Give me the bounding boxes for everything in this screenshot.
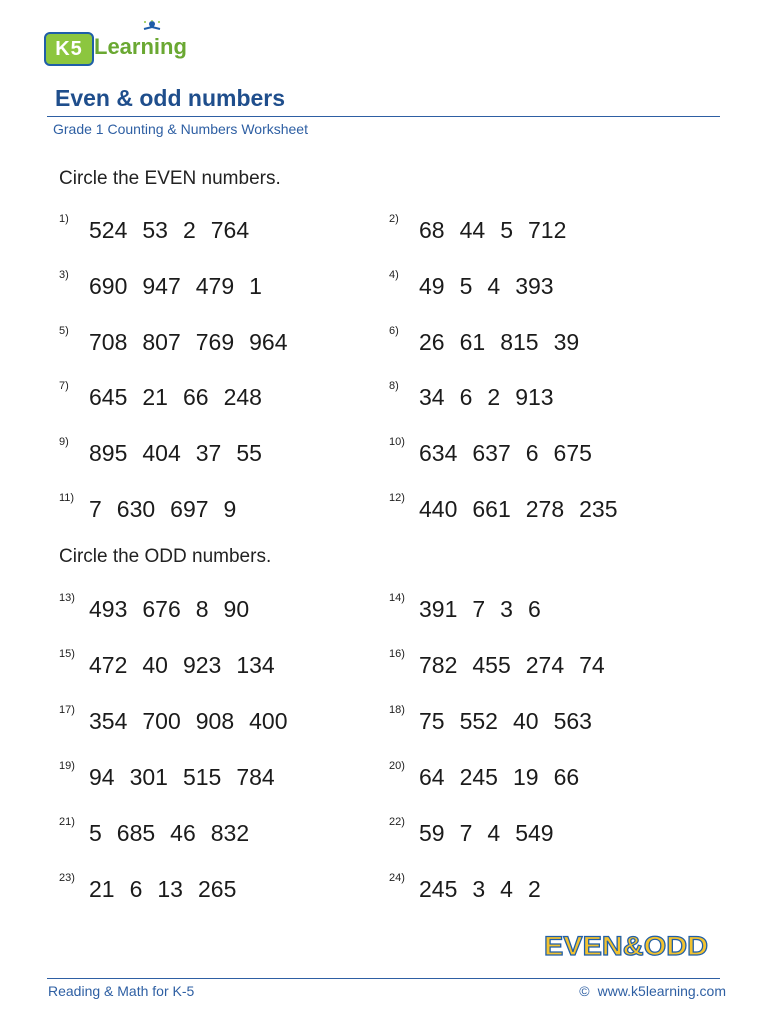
number-option[interactable]: 832 <box>210 820 250 846</box>
number-group <box>89 596 264 623</box>
problem-number: 17) <box>59 704 75 716</box>
number-option[interactable]: 2 <box>487 384 501 410</box>
number-option[interactable]: 661 <box>472 496 511 522</box>
problem-number: 16) <box>389 648 405 660</box>
number-option[interactable]: 391 <box>419 596 458 622</box>
number-option[interactable]: 708 <box>89 329 128 355</box>
even-odd-logo-text: EVEN&ODD <box>544 931 708 960</box>
number-option[interactable]: 712 <box>527 217 567 243</box>
number-option[interactable]: 66 <box>553 764 580 790</box>
number-group <box>89 652 290 679</box>
number-group <box>419 876 556 903</box>
section-instruction-even: Circle the EVEN numbers. <box>59 168 281 189</box>
number-group <box>419 273 569 300</box>
problem-number: 4) <box>389 269 399 281</box>
footer-url[interactable]: www.k5learning.com <box>597 983 726 999</box>
number-group <box>419 440 607 467</box>
number-option[interactable]: 690 <box>89 273 128 299</box>
number-group <box>419 708 607 735</box>
number-option[interactable]: 764 <box>210 217 250 243</box>
problem-number: 11) <box>59 492 75 504</box>
number-option[interactable]: 248 <box>223 384 262 410</box>
number-option[interactable]: 9 <box>223 496 237 522</box>
page-subtitle: Grade 1 Counting & Numbers Worksheet <box>53 121 308 137</box>
number-option[interactable]: 6 <box>527 596 541 622</box>
number-option[interactable]: 634 <box>419 440 458 466</box>
number-option[interactable]: 697 <box>170 496 209 522</box>
number-option[interactable]: 645 <box>89 384 128 410</box>
number-option[interactable]: 769 <box>195 329 235 355</box>
number-option[interactable]: 3 <box>500 596 513 622</box>
number-group <box>419 652 620 679</box>
number-option[interactable]: 26 <box>419 329 445 355</box>
number-option[interactable]: 4 <box>487 273 501 299</box>
header-divider <box>47 116 720 117</box>
number-option[interactable]: 515 <box>182 764 222 790</box>
problem-number: 7) <box>59 380 69 392</box>
number-option[interactable]: 4 <box>500 876 513 902</box>
problem-number: 24) <box>389 872 405 884</box>
number-option[interactable]: 807 <box>142 329 181 355</box>
logo-badge: K5 <box>44 32 94 66</box>
problem-number: 23) <box>59 872 75 884</box>
number-option[interactable]: 3 <box>472 876 486 902</box>
number-option[interactable]: 235 <box>579 496 618 522</box>
problem-number: 9) <box>59 436 69 448</box>
number-group <box>419 217 581 244</box>
number-group <box>419 764 594 791</box>
number-option[interactable]: 40 <box>142 652 168 678</box>
number-option[interactable]: 66 <box>182 384 209 410</box>
number-option[interactable]: 908 <box>195 708 235 734</box>
number-option[interactable]: 59 <box>419 820 445 846</box>
number-option[interactable]: 404 <box>142 440 181 466</box>
number-option[interactable]: 354 <box>89 708 128 734</box>
number-group <box>419 384 569 411</box>
number-option[interactable]: 6 <box>459 384 473 410</box>
number-option[interactable]: 675 <box>553 440 592 466</box>
number-group <box>89 496 251 523</box>
problem-number: 8) <box>389 380 399 392</box>
number-group <box>89 764 290 791</box>
number-group <box>89 708 303 735</box>
number-option[interactable]: 552 <box>459 708 498 734</box>
number-option[interactable]: 13 <box>157 876 183 902</box>
number-option[interactable]: 1 <box>249 273 262 299</box>
number-option[interactable]: 90 <box>223 596 250 622</box>
number-option[interactable]: 49 <box>419 273 445 299</box>
number-option[interactable]: 815 <box>500 329 539 355</box>
problem-number: 10) <box>389 436 405 448</box>
number-option[interactable]: 245 <box>419 876 458 902</box>
number-option[interactable]: 40 <box>512 708 539 734</box>
number-option[interactable]: 676 <box>142 596 181 622</box>
number-option[interactable]: 6 <box>525 440 539 466</box>
problem-number: 3) <box>59 269 69 281</box>
number-option[interactable]: 455 <box>472 652 511 678</box>
number-option[interactable]: 21 <box>142 384 168 410</box>
number-option[interactable]: 39 <box>553 329 580 355</box>
number-option[interactable]: 400 <box>249 708 288 734</box>
problem-number: 15) <box>59 648 75 660</box>
number-group <box>419 496 633 523</box>
section-instruction-odd: Circle the ODD numbers. <box>59 546 272 567</box>
number-option[interactable]: 637 <box>472 440 511 466</box>
number-option[interactable]: 6 <box>129 876 143 902</box>
problem-number: 20) <box>389 760 405 772</box>
number-option[interactable]: 7 <box>89 496 102 522</box>
number-option[interactable]: 782 <box>419 652 458 678</box>
problem-number: 18) <box>389 704 405 716</box>
problem-number: 12) <box>389 492 405 504</box>
problem-number: 2) <box>389 213 399 225</box>
number-option[interactable]: 74 <box>579 652 605 678</box>
logo-person-icon <box>141 20 163 36</box>
number-option[interactable]: 75 <box>419 708 445 734</box>
number-group <box>89 329 303 356</box>
logo-word: Learning <box>94 34 187 59</box>
page-title: Even & odd numbers <box>55 85 286 111</box>
footer-divider <box>47 978 720 979</box>
number-option[interactable]: 630 <box>116 496 156 522</box>
number-option[interactable]: 94 <box>89 764 115 790</box>
number-option[interactable]: 46 <box>170 820 196 846</box>
problem-number: 13) <box>59 592 75 604</box>
number-option[interactable]: 440 <box>419 496 458 522</box>
even-odd-logo <box>544 930 710 960</box>
number-group <box>89 384 277 411</box>
number-option[interactable]: 8 <box>195 596 209 622</box>
problem-number: 19) <box>59 760 75 772</box>
number-option[interactable]: 2 <box>527 876 541 902</box>
number-option[interactable]: 134 <box>236 652 275 678</box>
number-group <box>419 820 569 847</box>
number-option[interactable]: 524 <box>89 217 128 243</box>
number-option[interactable]: 472 <box>89 652 128 678</box>
number-group <box>89 440 277 467</box>
number-option[interactable]: 479 <box>195 273 235 299</box>
number-option[interactable]: 5 <box>500 217 513 243</box>
number-option[interactable]: 549 <box>515 820 554 846</box>
number-option[interactable]: 21 <box>89 876 115 902</box>
number-option[interactable]: 784 <box>236 764 275 790</box>
number-option[interactable]: 68 <box>419 217 445 243</box>
number-option[interactable]: 700 <box>142 708 181 734</box>
number-option[interactable]: 5 <box>89 820 102 846</box>
number-option[interactable]: 2 <box>182 217 196 243</box>
number-option[interactable]: 7 <box>459 820 473 846</box>
number-option[interactable]: 19 <box>512 764 539 790</box>
number-option[interactable]: 265 <box>197 876 237 902</box>
number-option[interactable]: 301 <box>129 764 168 790</box>
number-group <box>89 273 277 300</box>
number-option[interactable]: 245 <box>459 764 498 790</box>
number-group <box>419 596 556 623</box>
number-option[interactable]: 964 <box>249 329 288 355</box>
number-option[interactable]: 53 <box>142 217 168 243</box>
number-option[interactable]: 4 <box>487 820 501 846</box>
footer-tagline: Reading & Math for K-5 <box>48 983 195 999</box>
number-option[interactable]: 947 <box>142 273 181 299</box>
number-option[interactable]: 393 <box>515 273 554 299</box>
copyright-symbol: © <box>579 983 590 999</box>
number-group <box>89 820 264 847</box>
footer-site <box>579 983 726 999</box>
number-option[interactable]: 923 <box>182 652 222 678</box>
number-option[interactable]: 37 <box>195 440 222 466</box>
problem-number: 14) <box>389 592 405 604</box>
number-option[interactable]: 685 <box>116 820 156 846</box>
number-option[interactable]: 61 <box>459 329 486 355</box>
k5-learning-logo <box>44 20 204 66</box>
number-group <box>419 329 594 356</box>
problem-number: 1) <box>59 213 69 225</box>
number-option[interactable]: 278 <box>525 496 565 522</box>
number-option[interactable]: 44 <box>459 217 486 243</box>
number-option[interactable]: 34 <box>419 384 445 410</box>
number-option[interactable]: 493 <box>89 596 128 622</box>
problem-number: 22) <box>389 816 405 828</box>
number-option[interactable]: 895 <box>89 440 128 466</box>
number-group <box>89 876 251 903</box>
number-option[interactable]: 5 <box>459 273 473 299</box>
number-group <box>89 217 264 244</box>
problem-number: 6) <box>389 325 399 337</box>
problem-number: 21) <box>59 816 75 828</box>
number-option[interactable]: 7 <box>472 596 486 622</box>
number-option[interactable]: 563 <box>553 708 592 734</box>
number-option[interactable]: 55 <box>236 440 262 466</box>
problem-number: 5) <box>59 325 69 337</box>
number-option[interactable]: 64 <box>419 764 445 790</box>
number-option[interactable]: 274 <box>525 652 565 678</box>
number-option[interactable]: 913 <box>515 384 554 410</box>
